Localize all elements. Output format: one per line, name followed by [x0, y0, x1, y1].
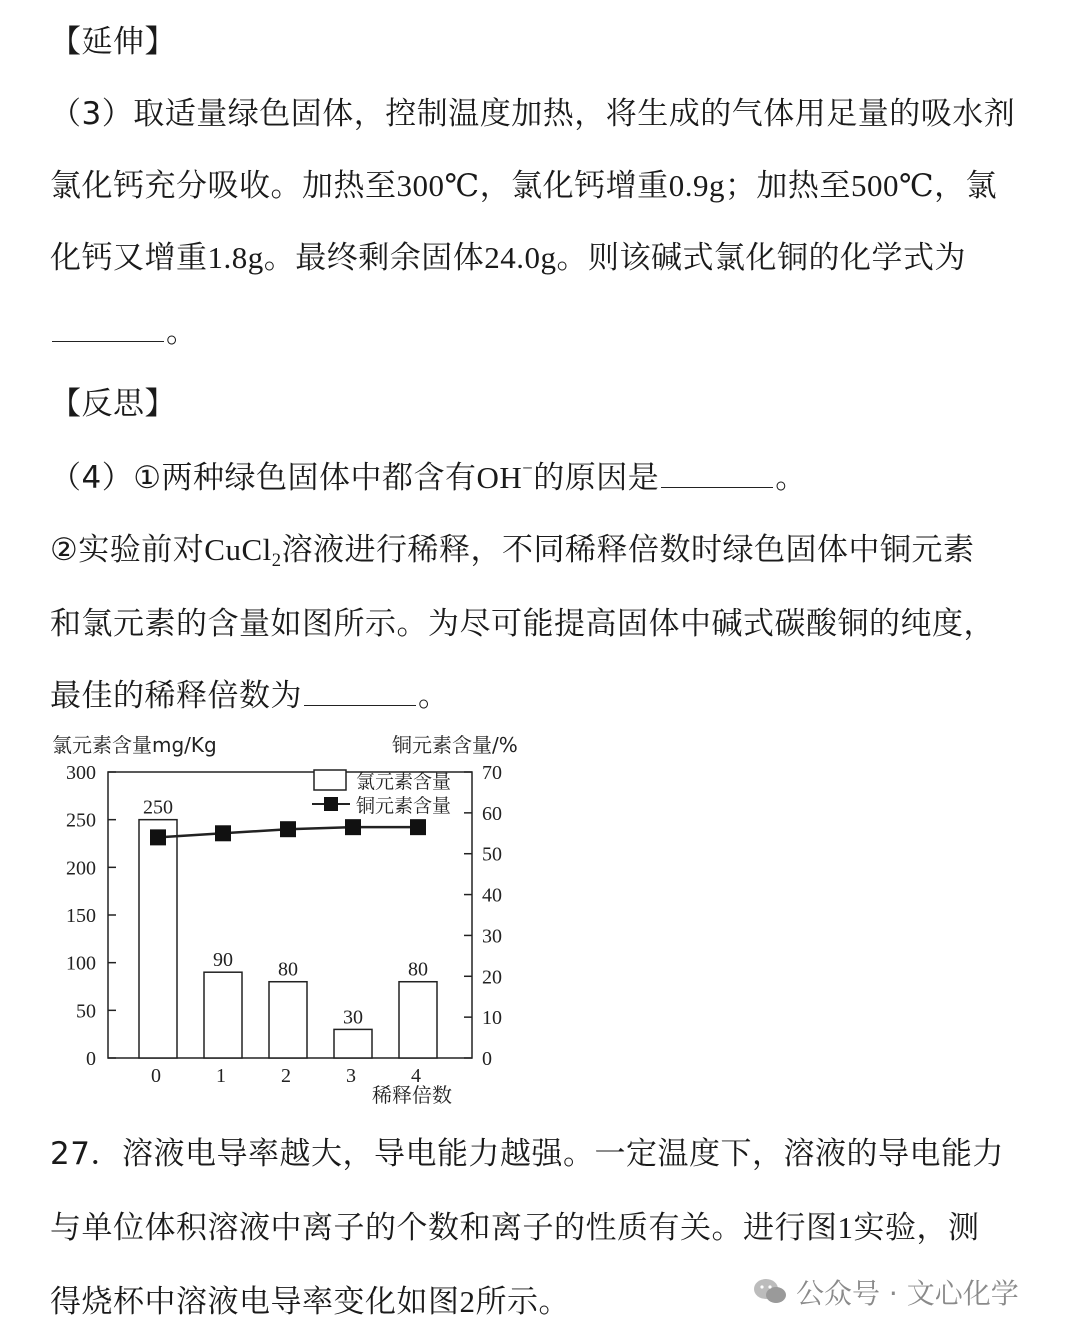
section-heading-extend: 【延伸】: [50, 24, 176, 60]
left-axis-label: 氯元素含量mg/Kg: [52, 733, 217, 757]
legend: [312, 770, 451, 817]
q3-line-3: [50, 232, 966, 277]
legend-bar-label: 氯元素含量: [356, 771, 452, 793]
x-tick-label: 0: [151, 1065, 161, 1087]
q4-text: ②实验前对: [50, 532, 205, 568]
hydroxide-formula: [477, 460, 534, 495]
mass-0-9g: 0.9g: [668, 168, 725, 203]
left-tick-label: 100: [66, 952, 96, 975]
left-tick-label: 250: [66, 809, 96, 832]
line-point: [410, 819, 426, 835]
bar: [334, 1029, 372, 1058]
watermark: [752, 1272, 1019, 1312]
right-tick-label: 70: [482, 762, 502, 784]
figure-ref-2: 2: [459, 1284, 476, 1319]
line-point: [345, 819, 361, 835]
right-tick-label: 30: [482, 925, 502, 948]
q4-text: 。: [418, 678, 450, 714]
q4-text: 的原因是: [533, 460, 660, 496]
left-tick-label: 200: [66, 857, 96, 880]
right-axis-label: 铜元素含量/%: [392, 733, 518, 757]
right-tick-label: 60: [482, 802, 502, 825]
q27-text: 得烧杯中溶液电导率变化如图: [50, 1284, 460, 1320]
left-tick-label: 150: [66, 905, 96, 927]
right-tick-label: 20: [482, 966, 502, 989]
right-tick-label: 0: [482, 1048, 492, 1070]
q27-text: 所示。: [475, 1284, 570, 1320]
bar: [269, 982, 307, 1058]
legend-line-label: 铜元素含量: [356, 795, 452, 817]
bar: [399, 982, 437, 1058]
answer-blank: [52, 337, 164, 342]
q4-text: 最佳的稀释倍数为: [50, 678, 302, 714]
line-point: [280, 821, 296, 837]
mass-1-8g: 1.8g: [207, 240, 264, 275]
right-axis: [464, 762, 502, 1070]
q3-line-2: [50, 160, 997, 205]
answer-blank: [304, 701, 416, 706]
q4-line-1: [50, 452, 807, 497]
x-tick-label: 2: [281, 1065, 291, 1087]
q3-text: ；加热至: [724, 168, 851, 204]
q3-text: 氯化钙充分吸收。加热至: [50, 168, 397, 204]
bar-value-label: 80: [278, 958, 298, 981]
q3-text: ，氯化钙增重: [479, 168, 669, 204]
formula-text: CuCl: [204, 532, 272, 567]
q27-text: 实验，测: [853, 1210, 980, 1246]
left-tick-label: 50: [76, 1000, 96, 1023]
q4-line-3: 和氯元素的含量如图所示。为尽可能提高固体中碱式碳酸铜的纯度，: [50, 606, 995, 642]
answer-blank: [661, 483, 773, 488]
q27-line-3: [50, 1276, 570, 1321]
bar-value-label: 90: [213, 949, 233, 972]
right-tick-label: 40: [482, 884, 502, 907]
q3-text: 。: [166, 314, 198, 350]
section-heading-reflect: 【反思】: [50, 386, 176, 422]
q3-text: 化钙又增重: [50, 240, 208, 276]
figure-ref-1: 1: [837, 1210, 854, 1245]
temp-500: 500℃: [850, 168, 935, 203]
q3-text: 。最终剩余固体: [263, 240, 485, 276]
legend-line-marker: [324, 797, 338, 811]
x-tick-label: 4: [411, 1065, 421, 1087]
mass-24-0g: 24.0g: [484, 240, 557, 275]
bar: [204, 972, 242, 1058]
right-tick-label: 50: [482, 843, 502, 866]
line-point: [150, 829, 166, 845]
q3-line-1: （3）取适量绿色固体，控制温度加热，将生成的气体用足量的吸水剂: [50, 96, 1016, 132]
x-tick-label: 1: [216, 1065, 226, 1087]
dilution-chart: [0, 720, 560, 1120]
bar: [139, 820, 177, 1058]
bar-value-label: 80: [408, 958, 428, 981]
bar-value-label: 30: [343, 1006, 363, 1029]
wechat-icon: [752, 1277, 788, 1307]
formula-text: OH: [476, 460, 523, 495]
x-tick-label: 3: [346, 1065, 356, 1087]
q4-line-2: [50, 524, 975, 572]
q3-line-4: [50, 306, 198, 351]
cucl2-formula: [204, 532, 282, 571]
q27-text: 与单位体积溶液中离子的个数和离子的性质有关。进行图: [50, 1210, 838, 1246]
q3-text: 。则该碱式氯化铜的化学式为: [556, 240, 966, 276]
charge-sup: −: [522, 458, 534, 479]
q4-text: （4）①两种绿色固体中都含有: [50, 460, 477, 496]
q4-text: 溶液进行稀释，不同稀释倍数时绿色固体中铜元素: [281, 532, 975, 568]
formula-sub: 2: [271, 550, 282, 571]
bar-value-label: 250: [143, 796, 173, 819]
q4-text: 。: [775, 460, 807, 496]
right-tick-label: 10: [482, 1007, 502, 1030]
q4-line-4: [50, 670, 450, 715]
x-axis-label: 稀释倍数: [372, 1083, 452, 1107]
line-point: [215, 825, 231, 841]
legend-bar-swatch: [314, 770, 346, 790]
temp-300: 300℃: [396, 168, 480, 203]
q3-text: ，氯: [934, 168, 998, 204]
left-tick-label: 300: [66, 762, 96, 784]
q27-line-2: [50, 1202, 980, 1247]
q27-line-1: 27．溶液电导率越大，导电能力越强。一定温度下，溶液的导电能力: [50, 1136, 1004, 1172]
watermark-text: 公众号 · 文心化学: [796, 1277, 1019, 1310]
left-tick-label: 0: [86, 1048, 96, 1070]
line-series: [150, 819, 426, 845]
